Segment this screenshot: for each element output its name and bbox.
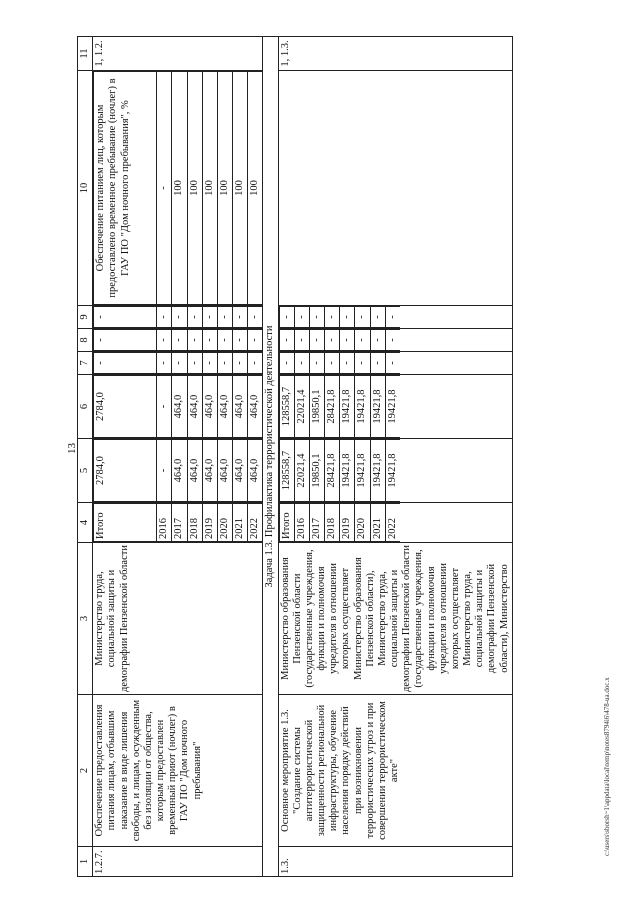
value-cell: - — [217, 307, 232, 328]
year-cell: 2021 — [370, 504, 385, 542]
header-cell: 8 — [78, 329, 93, 352]
value-cell: - — [233, 330, 248, 351]
value-cell: - — [279, 353, 294, 374]
col8-list — [93, 329, 262, 351]
row-1-3 — [278, 37, 512, 877]
value-cell: 464,0 — [233, 440, 248, 502]
value-cell: - — [202, 353, 217, 374]
indicator-value: 100 — [233, 72, 248, 305]
value-cell: - — [157, 330, 172, 351]
value-cell: - — [202, 330, 217, 351]
header-cell: 2 — [78, 695, 93, 847]
col7-list — [279, 352, 400, 374]
header-cell: 6 — [78, 375, 93, 439]
indicator-value: 100 — [248, 72, 263, 305]
value-cell: - — [370, 307, 385, 328]
header-cell: 11 — [78, 37, 93, 71]
col6-list — [93, 375, 262, 438]
value-cell: - — [294, 307, 309, 328]
value-cell: - — [157, 376, 172, 438]
value-cell: - — [385, 353, 400, 374]
value-cell: 128558,7 — [279, 440, 294, 502]
value-cell: - — [340, 307, 355, 328]
value-cell: 464,0 — [217, 440, 232, 502]
indicator-value: 100 — [187, 72, 202, 305]
value-cell: 464,0 — [187, 376, 202, 438]
header-cell: 3 — [78, 543, 93, 695]
value-cell: 2784,0 — [94, 440, 157, 502]
value-cell: - — [279, 307, 294, 328]
col8-list — [279, 329, 400, 351]
value-cell: - — [233, 353, 248, 374]
col9-list — [279, 306, 400, 328]
col5-list — [279, 439, 400, 502]
value-cell: 28421,8 — [325, 440, 340, 502]
indicator-list — [93, 71, 262, 305]
year-cell: 2017 — [172, 504, 187, 542]
value-cell: - — [325, 353, 340, 374]
value-cell: 464,0 — [187, 440, 202, 502]
value-cell: 464,0 — [172, 376, 187, 438]
value-cell: 464,0 — [202, 440, 217, 502]
activity-name: Основное мероприятие 1.3. "Создание системы антитеррористической защищенности региональной инфраструктуры, обучение населения порядку действий при возникновении террористических угроз и при совершении террористическом акте" — [278, 695, 512, 847]
value-cell: 464,0 — [172, 440, 187, 502]
rotated-page — [77, 27, 587, 877]
row-1-2-7 — [93, 37, 263, 877]
value-cell: 128558,7 — [279, 376, 294, 438]
year-cell: 2020 — [355, 504, 370, 542]
value-cell: 19421,8 — [370, 440, 385, 502]
value-cell: 22021,4 — [294, 376, 309, 438]
value-cell: - — [233, 307, 248, 328]
value-cell: - — [157, 307, 172, 328]
reference: 1, 1.2. — [93, 37, 263, 71]
value-cell: - — [340, 353, 355, 374]
row-number: 1.2.7. — [93, 847, 263, 877]
value-cell: - — [187, 353, 202, 374]
value-cell: - — [294, 330, 309, 351]
value-cell: - — [309, 330, 324, 351]
value-cell: 19850,1 — [309, 376, 324, 438]
year-cell: 2022 — [385, 504, 400, 542]
value-cell: - — [248, 353, 263, 374]
header-cell: 4 — [78, 503, 93, 543]
value-cell: - — [172, 353, 187, 374]
value-cell: - — [248, 330, 263, 351]
header-cell: 5 — [78, 439, 93, 503]
value-cell: 19421,8 — [355, 440, 370, 502]
value-cell: 464,0 — [233, 376, 248, 438]
value-cell: - — [385, 330, 400, 351]
value-cell: 464,0 — [217, 376, 232, 438]
value-cell: - — [248, 307, 263, 328]
value-cell: - — [309, 353, 324, 374]
value-cell: 19421,8 — [385, 376, 400, 438]
value-cell: 22021,4 — [294, 440, 309, 502]
indicator-value: 100 — [217, 72, 232, 305]
years-list — [279, 503, 400, 542]
activity-name: Обеспечение предоставления питания лицам, отбывшим наказание в виде лишения свободы, и лицам, осужденным без изоляции от общества, которым предоставлен временный приют (ночлег) в ГАУ ПО "Дом ночного пребывания" — [93, 695, 263, 847]
year-cell: 2018 — [187, 504, 202, 542]
year-cell: Итого — [279, 504, 294, 542]
header-cell: 10 — [78, 71, 93, 306]
value-cell: - — [94, 353, 157, 374]
value-cell: - — [355, 353, 370, 374]
year-cell: 2016 — [157, 504, 172, 542]
value-cell: - — [217, 353, 232, 374]
indicator-value: - — [157, 72, 172, 305]
value-cell: - — [172, 307, 187, 328]
page-number: 13 — [66, 443, 78, 454]
indicator-value: 100 — [202, 72, 217, 305]
col6-list — [279, 375, 400, 438]
header-cell: 9 — [78, 306, 93, 329]
task-row — [263, 37, 278, 877]
indicator-value: 100 — [172, 72, 187, 305]
footer-file-path: c:\users\sborsh~1\appdata\local\temp\notes8794i6\478-ua.doc.x — [603, 677, 611, 856]
header-cell: 7 — [78, 352, 93, 375]
value-cell: - — [385, 307, 400, 328]
value-cell: 464,0 — [202, 376, 217, 438]
value-cell: - — [294, 353, 309, 374]
value-cell: 19421,8 — [385, 440, 400, 502]
value-cell: - — [172, 330, 187, 351]
col9-list — [93, 306, 262, 328]
value-cell: - — [94, 307, 157, 328]
value-cell: 19421,8 — [340, 440, 355, 502]
value-cell: - — [187, 307, 202, 328]
value-cell: - — [309, 307, 324, 328]
value-cell: - — [187, 330, 202, 351]
row-number: 1.3. — [278, 847, 512, 877]
value-cell: 19421,8 — [370, 376, 385, 438]
value-cell: - — [370, 330, 385, 351]
value-cell: - — [325, 330, 340, 351]
value-cell: 464,0 — [248, 376, 263, 438]
value-cell: 19421,8 — [355, 376, 370, 438]
value-cell: - — [325, 307, 340, 328]
col5-list — [93, 439, 262, 502]
value-cell: - — [355, 330, 370, 351]
value-cell: 2784,0 — [94, 376, 157, 438]
year-cell: 2019 — [340, 504, 355, 542]
value-cell: - — [157, 353, 172, 374]
value-cell: 464,0 — [248, 440, 263, 502]
value-cell: - — [279, 330, 294, 351]
year-cell: 2016 — [294, 504, 309, 542]
header-cell: 1 — [78, 847, 93, 877]
value-cell: - — [157, 440, 172, 502]
col7-list — [93, 352, 262, 374]
indicator-empty — [278, 71, 512, 306]
program-table — [77, 36, 513, 877]
year-cell: 2020 — [217, 504, 232, 542]
year-cell: Итого — [94, 504, 157, 542]
value-cell: - — [202, 307, 217, 328]
year-cell: 2017 — [309, 504, 324, 542]
year-cell: 2021 — [233, 504, 248, 542]
value-cell: - — [370, 353, 385, 374]
value-cell: 28421,8 — [325, 376, 340, 438]
value-cell: 19421,8 — [340, 376, 355, 438]
year-cell: 2019 — [202, 504, 217, 542]
executor: Министерство образования Пензенской области (государственные учреждения, функции и полномочия учредителя в отношении которых осуществляет Министерство образования Пензенской области), Министерство труда, социальной защиты и демографии Пензенской области (государственные учреждения, функции и полномочия учредителя в отношении которых осуществляет Министерство труда, социальной защиты и демографии Пензенской области), Министерство — [278, 543, 512, 695]
value-cell: 19850,1 — [309, 440, 324, 502]
reference: 1, 1.3. — [278, 37, 512, 71]
value-cell: - — [340, 330, 355, 351]
task-title: Задача 1.3. Профилактика террористической деятельности — [263, 37, 278, 877]
years-list — [93, 503, 262, 542]
indicator-text: Обеспечение питанием лиц, которым предоставлено временное пребывание (ночлег) в ГАУ ПО "Дом ночного пребывания", % — [94, 72, 157, 305]
year-cell: 2018 — [325, 504, 340, 542]
header-row — [78, 37, 93, 877]
year-cell: 2022 — [248, 504, 263, 542]
value-cell: - — [355, 307, 370, 328]
executor: Министерство труда, социальной защиты и демографии Пензенской области — [93, 543, 263, 695]
value-cell: - — [217, 330, 232, 351]
value-cell: - — [94, 330, 157, 351]
